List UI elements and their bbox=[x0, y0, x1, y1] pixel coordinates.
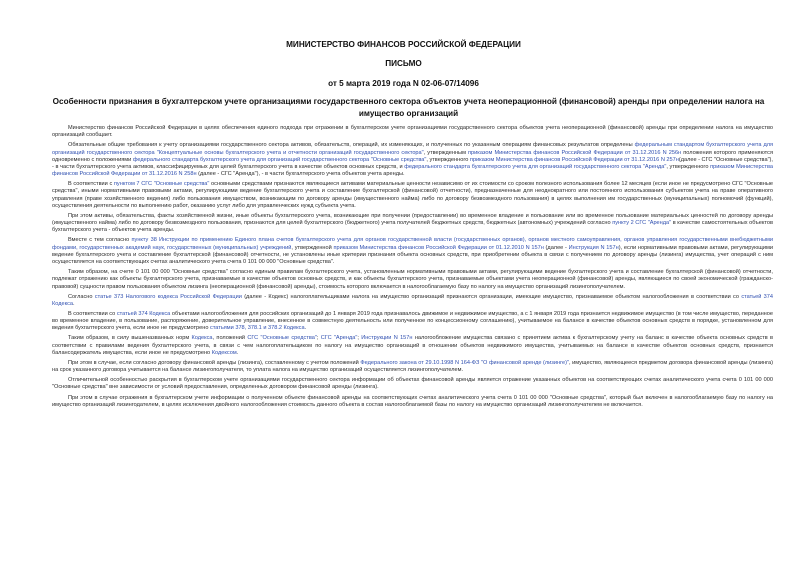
document-body bbox=[52, 125, 773, 412]
paragraph-text: , положений bbox=[212, 335, 248, 342]
paragraph-text: Министерство финансов Российской Федерации в целях обеспечения единого подхода при отражении в бухгалтерском учете организациями государственного сектора объектов учета неоперационной (финансовой) аренды при определении налога на имущество организаций сообщает. bbox=[52, 125, 773, 139]
reference-link[interactable]: Федерального закона от 29.10.1998 N 164-ФЗ "О финансовой аренде (лизинге)" bbox=[360, 359, 569, 366]
document-title: Особенности признания в бухгалтерском учете организациями государственного сектора объектов учета неоперационной (финансовой) аренды при определении налога на имущество организаций bbox=[52, 97, 765, 118]
reference-link[interactable]: статьей 374 Кодекса bbox=[52, 293, 774, 307]
paragraph-text: , утвержденного bbox=[666, 163, 711, 170]
paragraph-text: налогообложение имущества связано с принятием актива к бухгалтерскому учету на баланс в качестве объекта основных средств в соответствии с правилами ведения бухгалтерского учета, в связи с чем налогоплательщиком по налогу на имущество организаций в отношении объектов недвижимого имущества, учитываемых на балансе в качестве объектов основных средств, признается балансодержатель имущества, если иное не предусмотрено bbox=[52, 335, 773, 356]
body-paragraph bbox=[52, 294, 773, 308]
paragraph-text: При этом в случае, если согласно договору финансовой аренды (лизинга), составленному с учетом положений bbox=[68, 359, 361, 366]
body-paragraph bbox=[52, 395, 773, 409]
body-paragraph bbox=[52, 360, 773, 374]
reference-link[interactable]: федерального стандарта бухгалтерского учета для организаций государственного сектора "Основные средства" bbox=[132, 156, 427, 163]
paragraph-text: Таким образом, на счете 0 101 00 000 "Основные средства" согласно единым правилам бухгалтерского учета, установленным нормативными правовыми актами, регулирующими ведение бухгалтерского учета и составление бухгалтерской (финансовой) отчетности, подлежат отражению как объекты бухгалтерского учета, признаваемые в качестве объектов основных средств, и как объекты бухгалтерского учета, признаваемые объектами учета неоперационной (финансовой) аренды, являющиеся по своей экономической (гражданско-правовой) сущности правом пользования объектом лизинга (неоперационной (финансовой) аренды), стоимость которого включается в налогооблагаемую базу по налогу на имущество организаций лизингополучателем. bbox=[52, 269, 773, 290]
paragraph-text: объектами налогообложения для российских организаций до 1 января 2019 года признавалось движимое и недвижимое имущество, а с 1 января 2019 года признается недвижимое имущество (в том числе имущество, переданное во временное владение, в пользование, распоряжение, доверительное управление, внесенное в совместную деятельность или полученное по концессионному соглашению), учитываемое на балансе в качестве объектов основных средств в порядке, установленном для ведения бухгалтерского учета, если иное не предусмотрено bbox=[52, 310, 773, 332]
body-paragraph bbox=[52, 181, 773, 210]
body-paragraph bbox=[52, 269, 773, 291]
reference-link[interactable]: статье 373 Налогового кодекса Российской Федерации bbox=[94, 293, 242, 300]
reference-link[interactable]: СГС "Основные средства" bbox=[247, 335, 317, 342]
paragraph-text: . bbox=[236, 349, 239, 356]
reference-link[interactable]: Кодекса bbox=[191, 335, 213, 342]
reference-link[interactable]: приказом Министерства финансов Российской Федерации от 01.12.2010 N 157н bbox=[333, 244, 544, 251]
paragraph-text: , утвержденным bbox=[423, 149, 469, 156]
paragraph-text: Таким образом, в силу вышеназванных норм bbox=[68, 335, 192, 342]
paragraph-text: ; bbox=[357, 335, 362, 342]
body-paragraph bbox=[52, 237, 773, 266]
reference-link[interactable]: приказом Министерства финансов Российской Федерации от 31.12.2016 N 256н bbox=[468, 149, 682, 156]
paragraph-text: (далее - СГС "Аренда"), - в части бухгалтерского учета объектов учета аренды. bbox=[196, 171, 405, 178]
body-paragraph bbox=[52, 213, 773, 235]
body-paragraph bbox=[52, 125, 773, 139]
body-paragraph bbox=[52, 335, 773, 357]
reference-link[interactable]: статьей 374 Кодекса bbox=[116, 310, 171, 317]
paragraph-text: положения которого применяются одновременно с положениями bbox=[52, 149, 773, 163]
ministry-heading: МИНИСТЕРСТВО ФИНАНСОВ РОССИЙСКОЙ ФЕДЕРАЦИИ bbox=[286, 40, 521, 49]
document-type: ПИСЬМО bbox=[385, 59, 422, 68]
reference-link[interactable]: федерального стандарта бухгалтерского учета для организаций государственного сектора "Аренда" bbox=[404, 163, 667, 170]
reference-link[interactable]: Кодексом bbox=[211, 349, 237, 356]
reference-link[interactable]: приказом Министерства финансов Российской Федерации от 31.12.2016 N 257н bbox=[469, 156, 679, 163]
reference-link[interactable]: Инструкция N 157н bbox=[568, 244, 619, 251]
paragraph-text: В соответствии с bbox=[68, 181, 114, 188]
paragraph-text: , утвержденной bbox=[291, 244, 334, 251]
paragraph-text: При этом в случае отражения в бухгалтерском учете информации о полученном объекте финансовой аренды на соответствующих счетах аналитического учета счета 0 101 00 000 "Основные средства", который был включен в налогооблагаемую базу по налогу на имущество организаций лизингодателем, в целях исключения двойного налогообложения стоимость данного объекта в состав налогооблагаемой базы по налогу на имущество организаций лизингополучателем не включается. bbox=[52, 394, 773, 408]
reference-link[interactable]: статьями 378, 378.1 и 378.2 Кодекса bbox=[210, 325, 305, 332]
reference-link[interactable]: Инструкции N 157н bbox=[361, 335, 413, 342]
reference-link[interactable]: пункту 38 Инструкции по применению Единого плана счетов бухгалтерского учета для органов государственной власти (государственных органов), органов местного самоуправления, органов управления государственными внебюджетными фондами, государственных академий наук, государственных (муниципальных) учреждений bbox=[52, 237, 774, 251]
paragraph-text: , имущество, являющееся предметом договора финансовой аренды (лизинга) на срок указанного договора учитывается на балансе лизингополучателя, то уплата налога на имущество организаций осуществляется лизингополучателем. bbox=[52, 359, 773, 374]
reference-link[interactable]: приказом Министерства финансов Российской Федерации от 31.12.2016 N 258н bbox=[52, 163, 773, 178]
paragraph-text: Обязательные общие требования к учету организациями государственного сектора активов, обязательств, операций, их изменяющих, и полученных по указанным операциям финансовых результатов определены bbox=[68, 142, 635, 149]
paragraph-text: основными средствами признаются являющиеся активами материальные ценности независимо от их стоимости со сроком полезного использования более 12 месяцев (если иное не предусмотрено СГС "Основные средства", иными нормативными правовыми актами, регулирующими ведение бухгалтерского учета и составление бухгалтерской (финансовой) отчетности), предназначенные для неоднократного или постоянного использования субъектом учета на праве оперативного управления (праве хозяйственного ведения) либо пользования имуществом, возникающим по договору аренды (имущественного найма) либо по договору безвозмездного пользования) в целях выполнения им государственных (муниципальных) полномочий (функций), осуществления деятельности по выполнению работ, оказанию услуг либо для управленческих нужд субъекта учета. bbox=[52, 181, 774, 209]
document-date-number: от 5 марта 2019 года N 02-06-07/14096 bbox=[328, 79, 479, 88]
paragraph-text: (далее - bbox=[543, 244, 569, 251]
paragraph-text: Согласно bbox=[68, 293, 95, 300]
paragraph-text: Отличительной особенностью раскрытия в бухгалтерском учете организациями государственного сектора информации об объектах финансовой аренды является отражение указанных объектов на соответствующих счетах аналитического учета счета 0 101 00 000 "Основные средства" вне зависимости от условий предоставления, определенных договором финансовой аренды (лизинга). bbox=[52, 377, 773, 391]
paragraph-text: . bbox=[73, 300, 75, 307]
paragraph-text: в качестве самостоятельных объектов бухгалтерского учета - объектов учета аренды. bbox=[52, 220, 773, 234]
paragraph-text: , утвержденного bbox=[426, 156, 470, 163]
paragraph-text: (далее - СГС "Основные средства"), - в части бухгалтерского учета активов, классифицируемых для целей бухгалтерского учета в качестве объектов основных средств, и bbox=[52, 156, 773, 170]
reference-link[interactable]: пунктом 7 СГС "Основные средства" bbox=[113, 181, 210, 188]
paragraph-text: ), если нормативными правовыми актами, регулирующими ведение бухгалтерского учета и составление бухгалтерской (финансовой) отчетности, не установлены иные критерии признания объекта основных средств, при приобретении объекта в связи с получением по договору аренды (лизинга) имущества, учет операций с ним осуществляется на соответствующих счетах аналитического учета счета 0 101 00 000 "Основные средства". bbox=[52, 244, 774, 266]
reference-link[interactable]: пункту 2 СГС "Аренда" bbox=[612, 220, 672, 227]
paragraph-text: В соответствии со bbox=[68, 310, 117, 317]
body-paragraph bbox=[52, 311, 773, 333]
reference-link[interactable]: федеральным стандартом бухгалтерского учета для организаций государственного сектора "Концептуальные основы бухгалтерского учета и отчетности организаций государственного сектора" bbox=[52, 142, 774, 156]
body-paragraph bbox=[52, 377, 773, 391]
paragraph-text: (далее - Кодекс) налогоплательщиками налога на имущество организаций признаются организации, имеющие имущество, признаваемое объектом налогообложения в соответствии со bbox=[241, 293, 742, 300]
paragraph-text: ; bbox=[316, 335, 321, 342]
reference-link[interactable]: СГС "Аренда" bbox=[320, 335, 358, 342]
body-paragraph bbox=[52, 142, 773, 178]
paragraph-text: . bbox=[304, 325, 307, 332]
paragraph-text: При этом активы, обязательства, факты хозяйственной жизни, иные объекты бухгалтерского учета, возникающие при получении (предоставлении) во временное владение и пользование или во временное пользование материальных ценностей по договору аренды (имущественного найма) либо по договору безвозмездного пользования, признаются для целей бухгалтерского (бюджетного) учета получателей бюджетных средств, бюджетных (автономных) учреждений согласно bbox=[52, 212, 773, 227]
paragraph-text: Вместе с тем согласно bbox=[68, 237, 132, 244]
